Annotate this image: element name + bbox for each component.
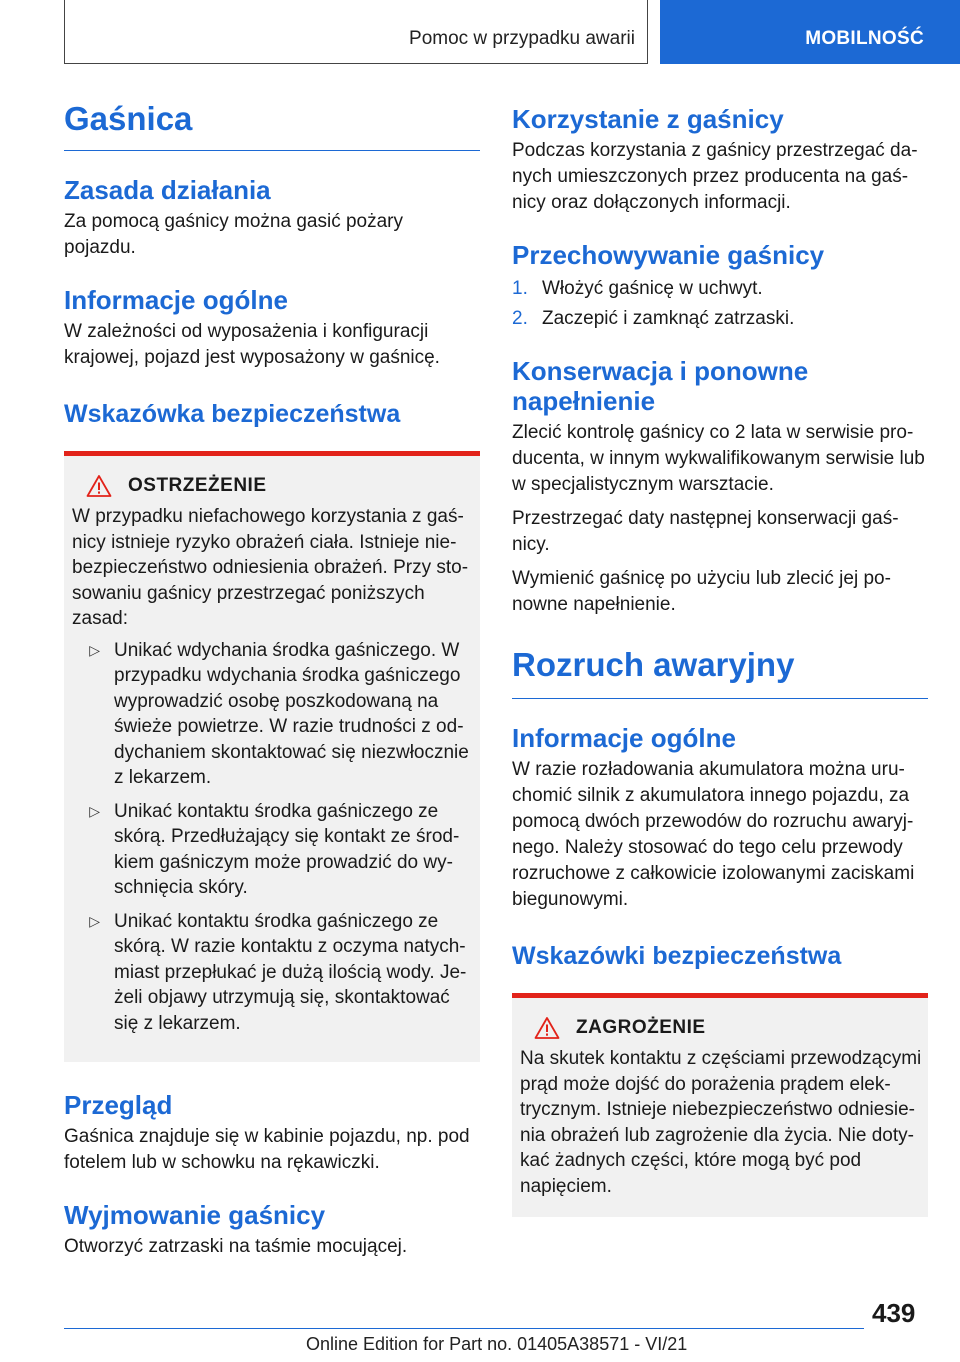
- page-title: Gaśnica: [64, 100, 480, 151]
- overview-heading: Przegląd: [64, 1090, 173, 1120]
- header-section-box: [64, 0, 648, 64]
- header-chapter-title: MOBILNOŚĆ: [805, 28, 924, 49]
- list-item: 2. Zaczepić i zamknąć zatrzaski.: [512, 308, 795, 329]
- general-text: W zależności od wyposażenia i konfiguracji krajowej, pojazd jest wyposażony w gaśnicę.: [64, 321, 440, 368]
- removal-text: Otworzyć zatrzaski na taśmie mocującej.: [64, 1236, 408, 1257]
- header-chapter-box: [660, 0, 960, 64]
- storage-heading: Przechowywanie gaśnicy: [512, 240, 825, 270]
- danger-title: [534, 1016, 922, 1040]
- jump-general-text: W razie rozładowania akumulatora można uruchomić silnik z akumulatora innego pojazdu, za pomocą dwóch przewodów do rozruchu awaryjnego. Należy stosować do tego celu przewody rozruchowe z całkowicie izolowanymi zaciskami biegunowymi.: [512, 759, 915, 910]
- header-section-title: Pomoc w przypadku awarii: [409, 28, 635, 49]
- danger-text: Na skutek kontaktu z częściami przewodzącymi prąd może dojść do porażenia prądem elektrycznym. Istnieje niebezpieczeństwo odniesienia obrażeń lub zagrożenie dla życia. Nie dotykać żadnych części, które mogą być pod napięciem.: [520, 1048, 922, 1197]
- principle-text: Za pomocą gaśnicy można gasić pożary pojazdu.: [64, 211, 403, 258]
- list-item: ▷ Unikać kontaktu środka gaśniczego ze skórą. W razie kontaktu z oczyma natychmiast przepłukać je dużą ilością wody. Jeżeli objawy utrzymują się, skontaktować się z lekarzem.: [72, 909, 474, 1037]
- footer-divider: [64, 1328, 864, 1329]
- danger-label: ZAGROŻENIE: [576, 1017, 706, 1038]
- warning-icon: [86, 474, 112, 498]
- maintenance-text-1: Zlecić kontrolę gaśnicy co 2 lata w serwisie producenta, w innym wykwalifikowanym serwisie lub w specjalistycznym warsztacie.: [512, 422, 925, 495]
- general-heading: Informacje ogólne: [64, 285, 288, 315]
- warning-title: [86, 474, 474, 498]
- storage-steps: [512, 274, 928, 334]
- removal-heading: Wyjmowanie gaśnicy: [64, 1200, 326, 1230]
- maintenance-heading: Konserwacja i ponowne napełnienie: [512, 356, 809, 416]
- triangle-bullet-icon: ▷: [89, 912, 100, 929]
- maintenance-text-2: Przestrzegać daty następnej konserwacji gaśnicy.: [512, 508, 899, 555]
- warning-label: OSTRZEŻENIE: [128, 475, 267, 496]
- principle-heading: Zasada działania: [64, 175, 271, 205]
- page-number: 439: [872, 1298, 916, 1328]
- warning-icon: [534, 1016, 560, 1040]
- jump-general-heading: Informacje ogólne: [512, 723, 736, 753]
- list-item: ▷ Unikać kontaktu środka gaśniczego ze skórą. Przedłużający się kontakt ze środkiem gaśniczym może prowadzić do wyschnięcia skóry.: [72, 799, 474, 901]
- warning-box: [64, 451, 480, 1062]
- right-column: [512, 100, 928, 1217]
- danger-box: [512, 993, 928, 1217]
- triangle-bullet-icon: ▷: [89, 641, 100, 658]
- jump-start-title: Rozruch awaryjny: [512, 646, 928, 699]
- triangle-bullet-icon: ▷: [89, 802, 100, 819]
- overview-text: Gaśnica znajduje się w kabinie pojazdu, np. pod fotelem lub w schowku na rękawiczki.: [64, 1126, 470, 1173]
- list-item: ▷ Unikać wdychania środka gaśniczego. W przypadku wdychania środka gaśniczego wyprowadzić osobę poszkodowaną na świeże powietrze. W razie trudności z oddychaniem skontaktować się niezwłocznie z lekarzem.: [72, 638, 474, 791]
- footer-edition: Online Edition for Part no. 01405A38571 - VI/21: [306, 1334, 688, 1354]
- warning-text: W przypadku niefachowego korzystania z gaśnicy istnieje ryzyko obrażeń ciała. Istnieje niebezpieczeństwo odniesienia obrażeń. Przy stosowaniu gaśnicy przestrzegać poniższych zasad:: [72, 506, 469, 629]
- left-column: [64, 100, 480, 1260]
- maintenance-text-3: Wymienić gaśnicę po użyciu lub zlecić jej ponowne napełnienie.: [512, 568, 891, 615]
- safety-heading: Wskazówka bezpieczeństwa: [64, 400, 401, 428]
- list-item: 1. Włożyć gaśnicę w uchwyt.: [512, 278, 763, 299]
- use-heading: Korzystanie z gaśnicy: [512, 104, 784, 134]
- jump-safety-heading: Wskazówki bezpieczeństwa: [512, 942, 842, 970]
- warning-bullets: [72, 638, 474, 1037]
- use-text: Podczas korzystania z gaśnicy przestrzegać danych umieszczonych przez producenta na gaśnicy oraz dołączonych informacji.: [512, 140, 918, 213]
